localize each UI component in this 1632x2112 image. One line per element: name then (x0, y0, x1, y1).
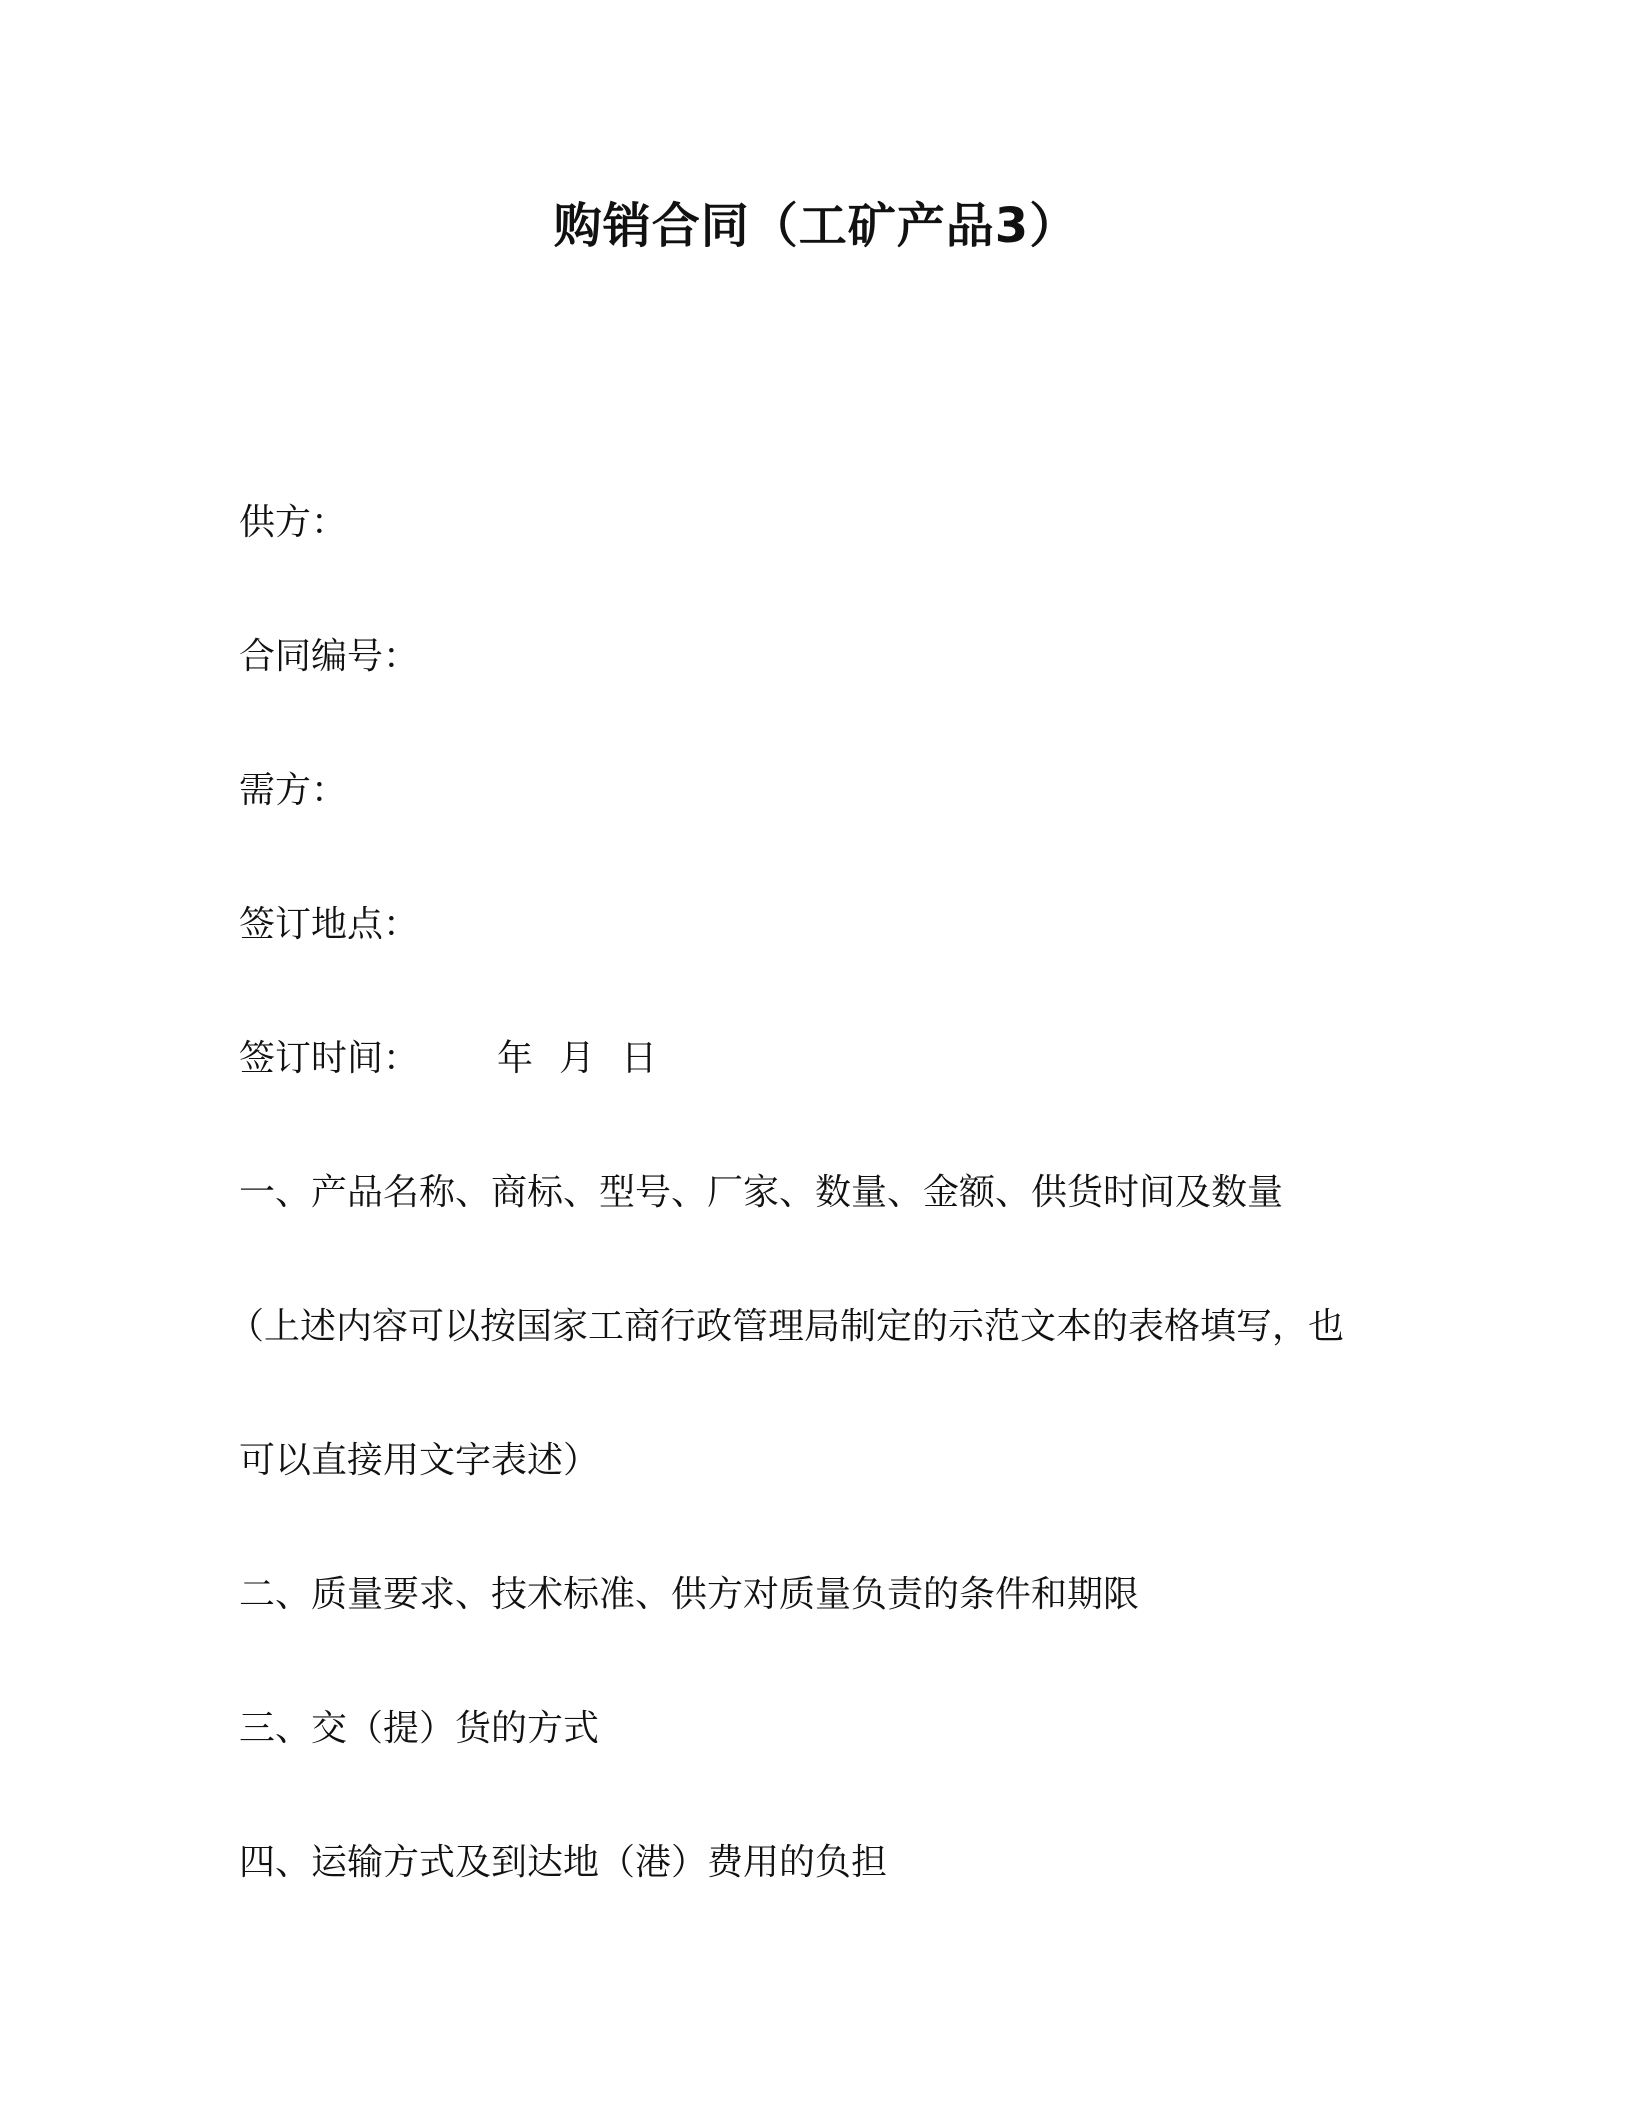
day-label: 日 (621, 1038, 658, 1079)
section-1-note-line-2: 可以直接用文字表述） (239, 1440, 600, 1481)
sign-place-label: 签订地点： (239, 904, 420, 945)
buyer-label: 需方： (239, 770, 348, 811)
supplier-label: 供方： (239, 502, 348, 543)
sign-time-label: 签订时间： (239, 1038, 420, 1079)
section-2-heading: 二、质量要求、技术标准、供方对质量负责的条件和期限 (239, 1574, 1140, 1615)
contract-number-label: 合同编号： (239, 636, 420, 677)
month-label: 月 (559, 1038, 596, 1079)
section-3-heading: 三、交（提）货的方式 (239, 1708, 600, 1749)
document-title: 购销合同（工矿产品3） (553, 198, 1079, 254)
section-4-heading: 四、运输方式及到达地（港）费用的负担 (239, 1842, 888, 1883)
section-1-heading: 一、产品名称、商标、型号、厂家、数量、金额、供货时间及数量 (239, 1172, 1284, 1213)
year-label: 年 (497, 1038, 534, 1079)
sign-time-line (239, 1034, 657, 1084)
section-1-note-line-1: （上述内容可以按国家工商行政管理局制定的示范文本的表格填写，也 (228, 1306, 1345, 1347)
